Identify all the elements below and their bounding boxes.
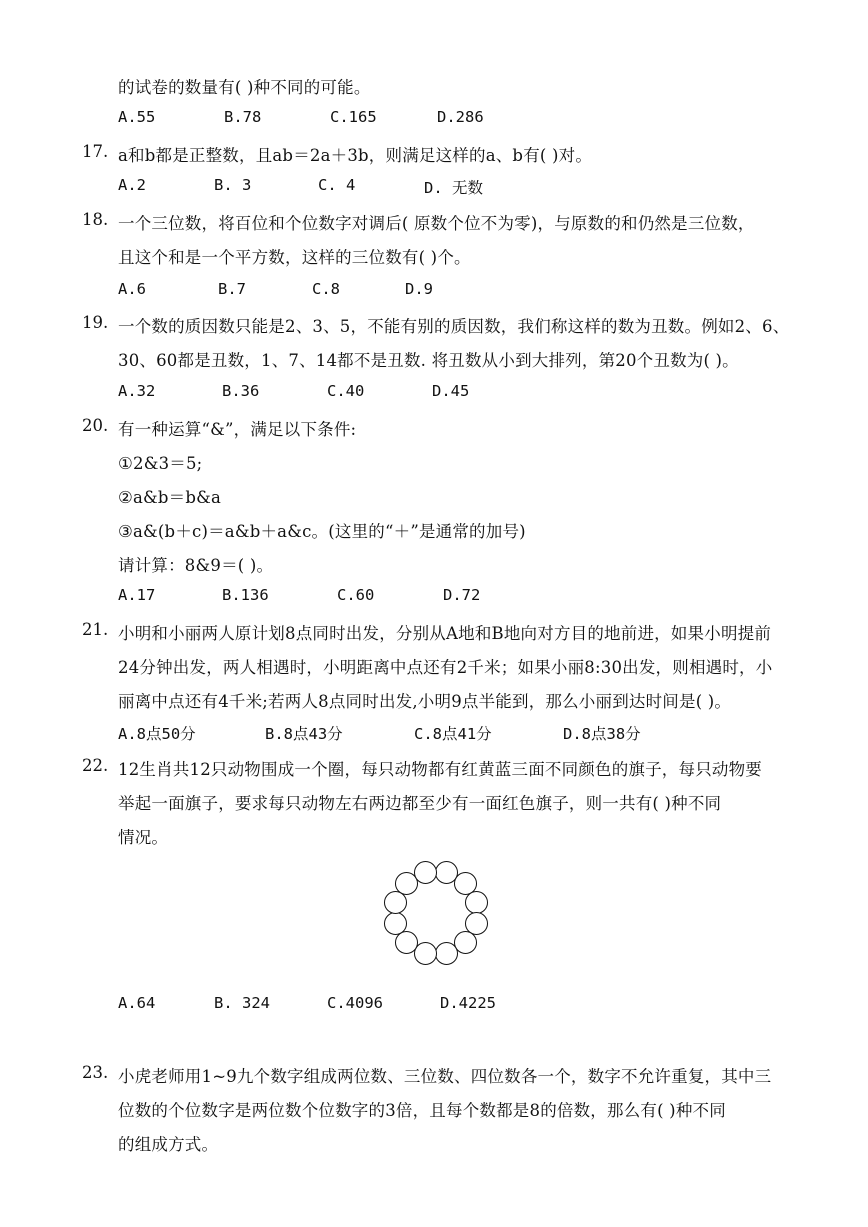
q17-option-b: B. 3 (214, 176, 252, 194)
q20-line-4: ③a&(b＋c)＝a&b＋a&c。(这里的“＋”是通常的加号) (118, 522, 526, 541)
q19-option-c: C.40 (327, 382, 365, 400)
q22-line-1: 12生肖共12只动物围成一个圈，每只动物都有红黄蓝三面不同颜色的旗子，每只动物要 (118, 760, 762, 779)
q21-line-3: 丽离中点还有4千米;若两人8点同时出发,小明9点半能到，那么小丽到达时间是( )。 (118, 692, 732, 711)
q22-option-a: A.64 (118, 994, 156, 1012)
q22-line-2: 举起一面旗子，要求每只动物左右两边都至少有一面红色旗子，则一共有( )种不同 (118, 794, 722, 813)
q22-number: 22. (82, 756, 109, 775)
q19-option-a: A.32 (118, 382, 156, 400)
q18-line-2: 且这个和是一个平方数，这样的三位数有( )个。 (118, 248, 471, 267)
q18-option-b: B.7 (218, 280, 246, 298)
q17-option-a: A.2 (118, 176, 146, 194)
q20-line-2: ①2&3＝5; (118, 454, 203, 473)
q22-option-d: D.4225 (440, 994, 496, 1012)
q23-line-2: 位数的个位数字是两位数个位数字的3倍，且每个数都是8的倍数，那么有( )种不同 (118, 1101, 726, 1120)
animal-circle (435, 942, 458, 965)
q21-option-d: D.8点38分 (563, 725, 641, 743)
q21-number: 21. (82, 620, 109, 639)
q22-option-b: B. 324 (214, 994, 270, 1012)
animal-circle-figure (381, 858, 491, 968)
animal-circle (414, 861, 437, 884)
q19-line-1: 一个数的质因数只能是2、3、5，不能有别的质因数，我们称这样的数为丑数。例如2、6、 (118, 317, 790, 336)
q16-option-b: B.78 (224, 108, 262, 126)
q17-option-c: C. 4 (318, 176, 356, 194)
q20-option-a: A.17 (118, 586, 156, 604)
animal-circle (465, 891, 488, 914)
q21-option-b: B.8点43分 (265, 725, 343, 743)
q22-option-c: C.4096 (327, 994, 383, 1012)
q23-line-1: 小虎老师用1~9九个数字组成两位数、三位数、四位数各一个，数字不允许重复，其中三 (118, 1067, 772, 1086)
q19-option-b: B.36 (222, 382, 260, 400)
q21-line-1: 小明和小丽两人原计划8点同时出发，分别从A地和B地向对方目的地前进，如果小明提前 (118, 624, 772, 643)
q18-option-d: D.9 (405, 280, 433, 298)
q20-option-c: C.60 (337, 586, 375, 604)
q16-option-d: D.286 (437, 108, 484, 126)
q23-line-3: 的组成方式。 (118, 1135, 219, 1154)
q22-line-3: 情况。 (118, 828, 169, 847)
q16-option-c: C.165 (330, 108, 377, 126)
q23-number: 23. (82, 1063, 109, 1082)
q20-option-d: D.72 (443, 586, 481, 604)
q21-option-a: A.8点50分 (118, 725, 196, 743)
q21-line-2: 24分钟出发，两人相遇时，小明距离中点还有2千米；如果小丽8:30出发，则相遇时，小 (118, 658, 773, 677)
q18-line-1: 一个三位数，将百位和个位数字对调后( 原数个位不为零)，与原数的和仍然是三位数， (118, 214, 755, 233)
q20-option-b: B.136 (222, 586, 269, 604)
q16-option-a: A.55 (118, 108, 156, 126)
q18-number: 18. (82, 210, 109, 229)
q18-option-a: A.6 (118, 280, 146, 298)
q17-number: 17. (82, 142, 109, 161)
q20-line-5: 请计算：8&9＝( )。 (118, 556, 274, 575)
q21-option-c: C.8点41分 (414, 725, 492, 743)
q19-option-d: D.45 (432, 382, 470, 400)
q20-line-1: 有一种运算“&”，满足以下条件: (118, 420, 357, 439)
q19-number: 19. (82, 313, 109, 332)
q20-number: 20. (82, 416, 109, 435)
q17-option-d: D. 无数 (424, 179, 483, 197)
q18-option-c: C.8 (312, 280, 340, 298)
q17-text: a和b都是正整数，且ab＝2a＋3b，则满足这样的a、b有( )对。 (118, 146, 593, 165)
q19-line-2: 30、60都是丑数，1、7、14都不是丑数. 将丑数从小到大排列，第20个丑数为( )。 (118, 351, 739, 370)
q16-text: 的试卷的数量有( )种不同的可能。 (118, 78, 371, 97)
q20-line-3: ②a&b＝b&a (118, 488, 222, 507)
